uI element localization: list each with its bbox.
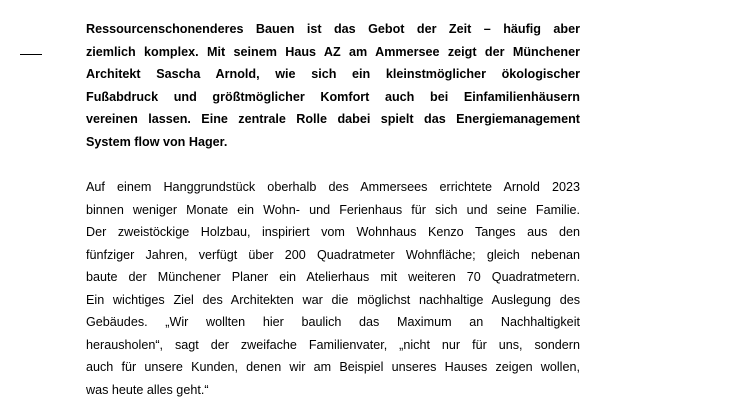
document-content xyxy=(86,18,580,401)
margin-dash-mark xyxy=(20,54,42,55)
lead-line: Architekt Sascha Arnold, wie sich ein kleinstmöglicher ökologischer xyxy=(86,67,580,81)
body-line: herausholen“, sagt der zweifache Familienvater, „nicht nur für uns, sondern xyxy=(86,337,580,352)
body-line: auch für unsere Kunden, denen wir am Beispiel unseres Hauses zeigen wollen, xyxy=(86,360,580,374)
lead-line: ziemlich komplex. Mit seinem Haus AZ am Ammersee zeigt der Münchener xyxy=(86,44,580,59)
lead-line: Ressourcenschonenderes Bauen ist das Gebot der Zeit – häufig aber xyxy=(86,22,580,36)
lead-line: vereinen lassen. Eine zentrale Rolle dabei spielt das Energiemanagement xyxy=(86,112,580,126)
body-line: Auf einem Hanggrundstück oberhalb des Ammersees errichtete Arnold 2023 xyxy=(86,180,580,194)
body-line: baute der Münchener Planer ein Atelierhaus mit weiteren 70 Quadratmetern. xyxy=(86,270,580,284)
body-line: Der zweistöckige Holzbau, inspiriert vom Wohnhaus Kenzo Tanges aus den xyxy=(86,225,580,239)
body-line: binnen weniger Monate ein Wohn- und Ferienhaus für sich und seine Familie. xyxy=(86,202,580,217)
body-line: Gebäudes. „Wir wollten hier baulich das Maximum an Nachhaltigkeit xyxy=(86,315,580,329)
body-paragraph xyxy=(86,176,580,401)
body-line: Ein wichtiges Ziel des Architekten war die möglichst nachhaltige Auslegung des xyxy=(86,292,580,307)
lead-line: Fußabdruck und größtmöglicher Komfort auch bei Einfamilienhäusern xyxy=(86,89,580,104)
lead-line: System flow von Hager. xyxy=(86,134,228,149)
body-line: fünfziger Jahren, verfügt über 200 Quadratmeter Wohnfläche; gleich nebenan xyxy=(86,247,580,262)
body-line: was heute alles geht.“ xyxy=(86,382,209,397)
lead-paragraph xyxy=(86,18,580,153)
